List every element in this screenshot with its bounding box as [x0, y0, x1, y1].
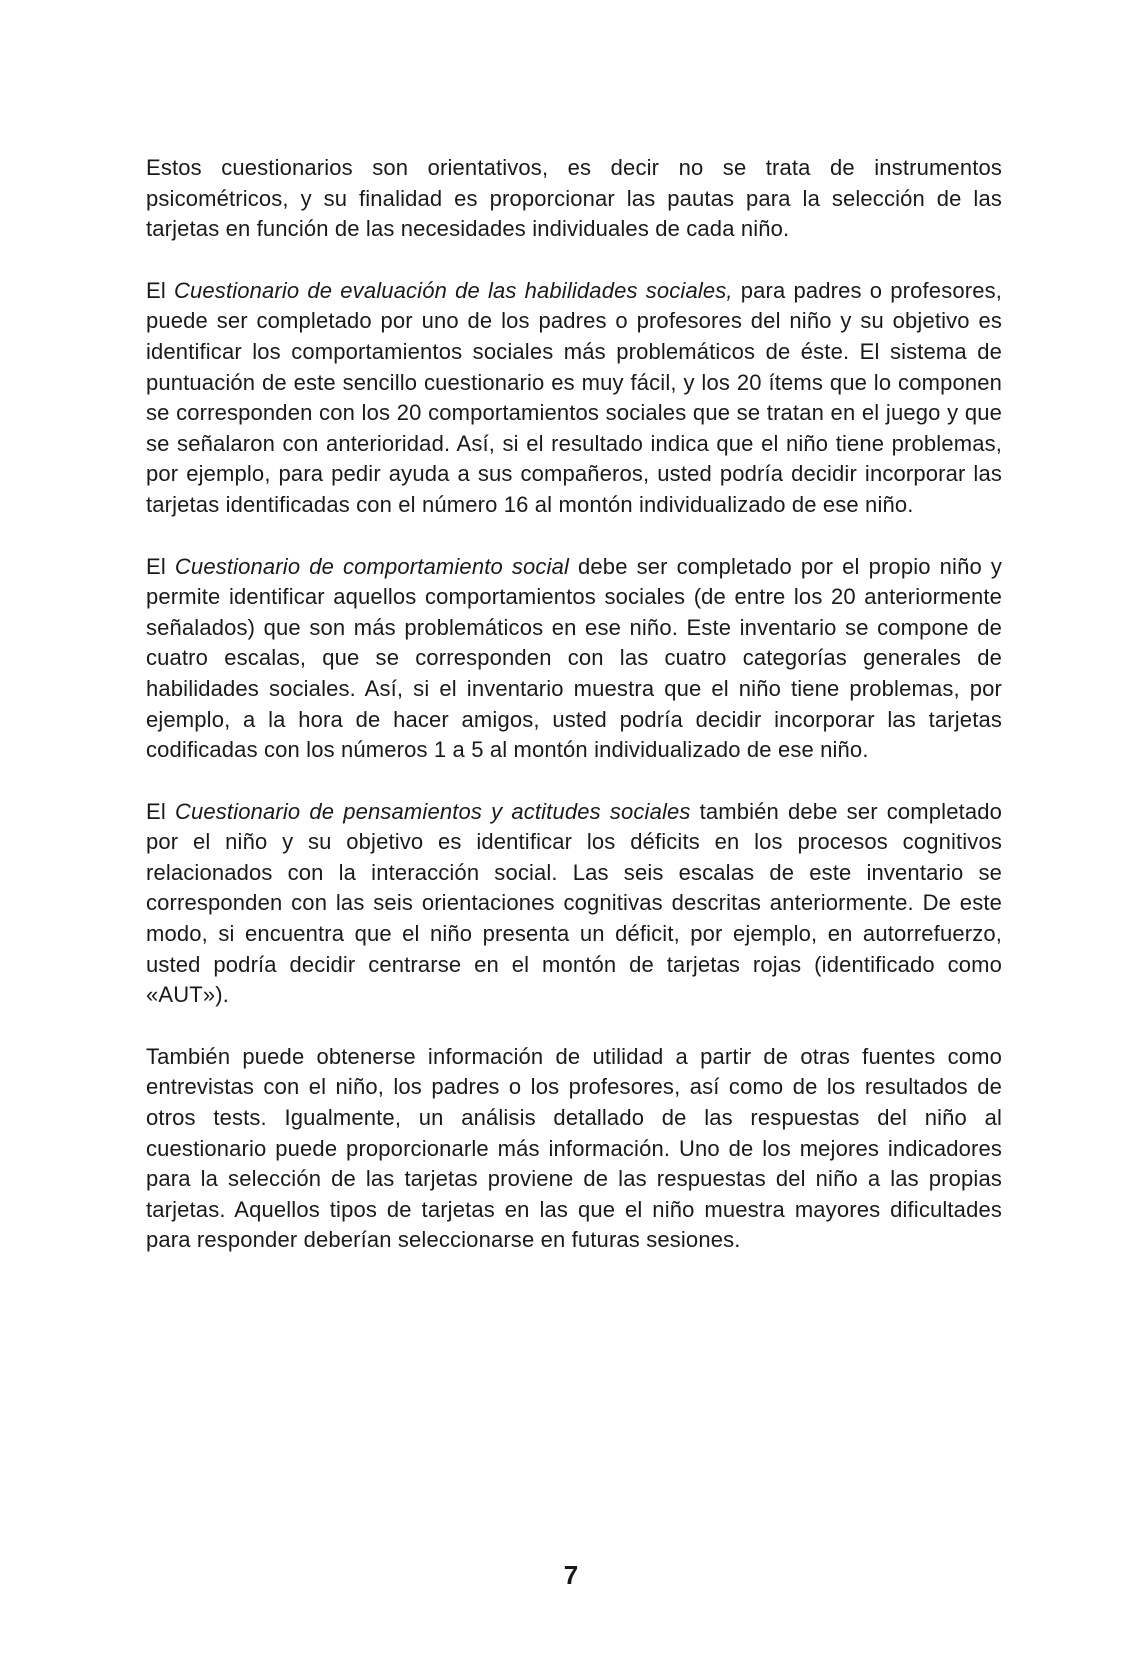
paragraph-5 — [146, 1042, 1002, 1256]
questionnaire-title: Cuestionario de comportamiento social — [174, 553, 570, 579]
paragraph-text: El — [146, 553, 175, 579]
questionnaire-title: Cuestionario de pensamientos y actitudes sociales — [174, 798, 691, 824]
body-text — [146, 153, 1002, 1287]
paragraph-text: Estos cuestionarios son orientativos, es decir no se trata de instrumentos psicométricos, y su finalidad es proporcionar las pautas para la selección de las tarjetas en función de las necesidades individuales de cada niño. — [146, 155, 1002, 242]
paragraph-1 — [146, 153, 1002, 245]
paragraph-text: También puede obtenerse información de utilidad a partir de otras fuentes como entrevistas con el niño, los padres o los profesores, así como de los resultados de otros tests. Igualmente, un análisis detallado de las respuestas del niño al cuestionario puede proporcionarle más información. Uno de los mejores indicadores para la selección de las tarjetas proviene de las respuestas del niño a las propias tarjetas. Aquellos tipos de tarjetas en las que el niño muestra mayores dificultades para responder deberían seleccionarse en futuras sesiones. — [146, 1043, 1002, 1253]
paragraph-text: también debe ser completado por el niño y su objetivo es identificar los déficits en los procesos cognitivos relacionados con la interacción social. Las seis escalas de este inventario se corresponden con las seis orientaciones cognitivas descritas anteriormente. De este modo, si encuentra que el niño presenta un déficit, por ejemplo, en autorrefuerzo, usted podría decidir centrarse en el montón de tarjetas rojas (identificado como «AUT»). — [146, 798, 1003, 1008]
paragraph-text: debe ser completado por el propio niño y permite identificar aquellos comportamientos sociales (de entre los 20 anteriormente señalados) que son más problemáticos en ese niño. Este inventario se compone de cuatro escalas, que se corresponden con las cuatro categorías generales de habilidades sociales. Así, si el inventario muestra que el niño tiene problemas, por ejemplo, a la hora de hacer amigos, usted podría decidir incorporar las tarjetas codificadas con los números 1 a 5 al montón individualizado de ese niño. — [146, 553, 1003, 763]
paragraph-text: para padres o profesores, puede ser completado por uno de los padres o profesores del niño y su objetivo es identificar los comportamientos sociales más problemáticos de éste. El sistema de puntuación de este sencillo cuestionario es muy fácil, y los 20 ítems que lo componen se corresponden con los 20 comportamientos sociales que se tratan en el juego y que se señalaron con anterioridad. Así, si el resultado indica que el niño tiene problemas, por ejemplo, para pedir ayuda a sus compañeros, usted podría decidir incorporar las tarjetas identificadas con el número 16 al montón individualizado de ese niño. — [146, 277, 1003, 517]
paragraph-4 — [146, 797, 1002, 1011]
questionnaire-title: Cuestionario de evaluación de las habilidades sociales, — [173, 277, 733, 303]
page-number: 7 — [563, 1560, 579, 1590]
paragraph-2 — [146, 276, 1002, 521]
paragraph-text: El — [146, 277, 174, 303]
paragraph-text: El — [146, 798, 175, 824]
paragraph-3 — [146, 552, 1002, 766]
